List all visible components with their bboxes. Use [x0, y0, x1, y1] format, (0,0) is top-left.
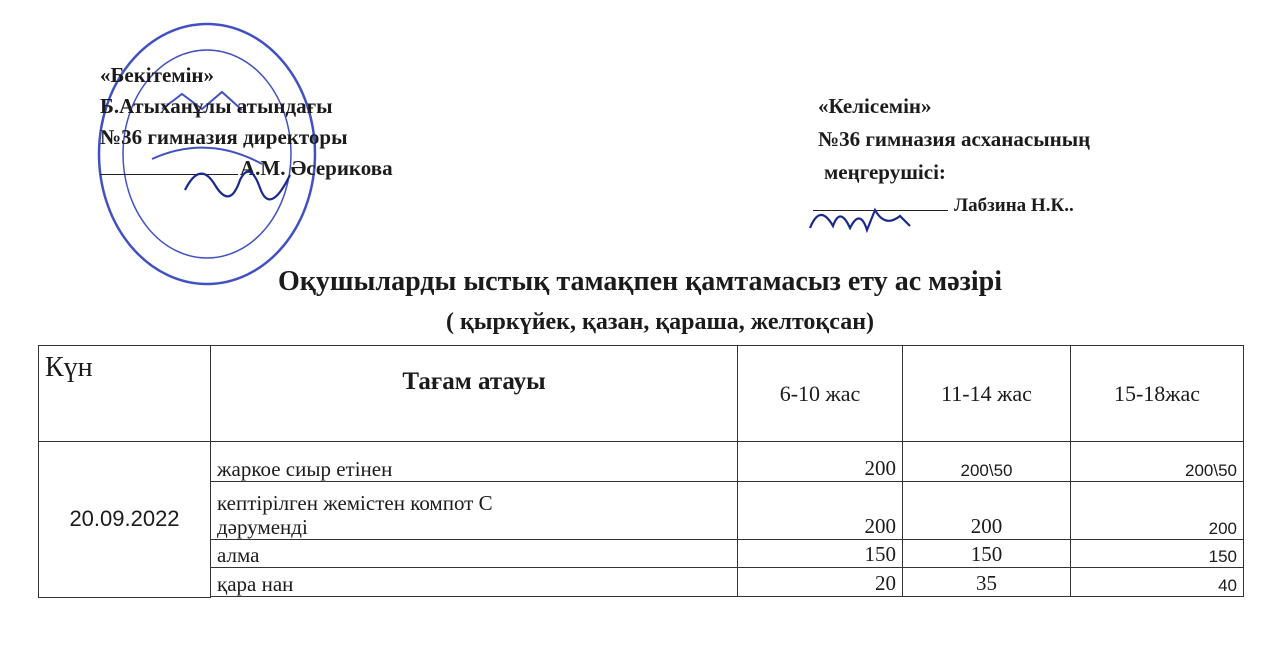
portion-15-18: 200 [1071, 482, 1244, 540]
portion-6-10: 200 [738, 442, 903, 482]
agreement-block [818, 90, 1090, 222]
dish-name-line-1: кептірілген жемістен компот С [217, 491, 493, 515]
portion-15-18: 40 [1071, 568, 1244, 597]
portion-6-10: 20 [738, 568, 903, 597]
dish-name: қара нан [211, 568, 738, 597]
portion-15-18: 200\50 [1071, 442, 1244, 482]
approval-block [100, 60, 393, 184]
portion-11-14: 200 [903, 482, 1071, 540]
signature-line [813, 196, 948, 211]
agreement-signer-name: Лабзина Н.К.. [954, 195, 1074, 216]
approval-signer-line [100, 153, 393, 184]
agreement-heading: «Келісемін» [818, 94, 932, 118]
approval-position-line: №36 гимназия директоры [100, 125, 348, 149]
header-day: Күн [39, 346, 211, 442]
header-dish-name: Тағам атауы [211, 346, 738, 442]
signature-line [100, 158, 238, 175]
approval-heading: «Бекітемін» [100, 63, 215, 87]
table-row [39, 540, 1244, 568]
dish-name: жаркое сиыр етінен [211, 442, 738, 482]
menu-title: Оқушыларды ыстық тамақпен қамтамасыз ету ас мәзірі [277, 266, 1003, 297]
portion-11-14: 35 [903, 568, 1071, 597]
portion-11-14: 200\50 [903, 442, 1071, 482]
agreement-signer-line [818, 189, 1090, 222]
menu-subtitle: ( қыркүйек, қазан, қараша, желтоқсан) [445, 309, 875, 335]
portion-6-10: 200 [738, 482, 903, 540]
approval-signer-name: А.М. Әсерикова [240, 156, 393, 180]
portion-15-18: 150 [1071, 540, 1244, 568]
dish-name-line-2: дәруменді [217, 515, 308, 539]
agreement-role-line: меңгерушісі: [824, 160, 946, 184]
date-cell: 20.09.2022 [39, 442, 211, 598]
header-age-6-10: 6-10 жас [738, 346, 903, 442]
header-age-11-14: 11-14 жас [903, 346, 1071, 442]
table-row [39, 568, 1244, 597]
menu-table [38, 345, 1244, 598]
dish-name [211, 482, 738, 540]
dish-name: алма [211, 540, 738, 568]
table-row [39, 482, 1244, 540]
portion-11-14: 150 [903, 540, 1071, 568]
table-spacer-row [39, 597, 1244, 598]
portion-6-10: 150 [738, 540, 903, 568]
approval-school-line: Б.Атыханұлы атындағы [100, 94, 333, 118]
table-row [39, 442, 1244, 482]
header-age-15-18: 15-18жас [1071, 346, 1244, 442]
agreement-position-line: №36 гимназия асханасының [818, 127, 1091, 151]
table-header-row [39, 346, 1244, 442]
